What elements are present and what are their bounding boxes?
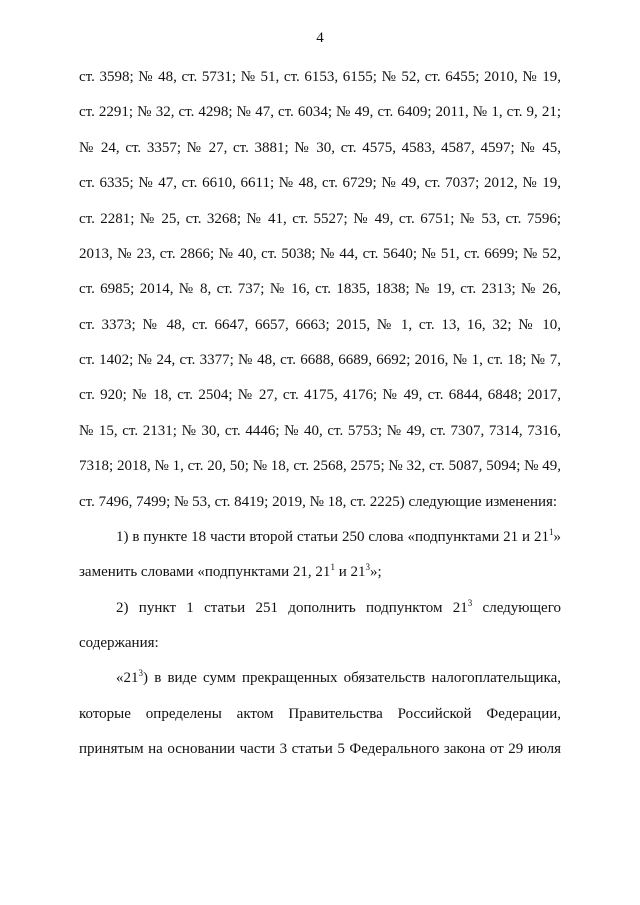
text-line: ст. 3598; № 48, ст. 5731; № 51, ст. 6153, 6155; № 52, ст. 6455; 2010, № 19,	[79, 69, 561, 85]
item2-line2: содержания:	[79, 635, 159, 651]
text-line: ст. 6985; 2014, № 8, ст. 737; № 16, ст. 1835, 1838; № 19, ст. 2313; № 26,	[79, 281, 561, 297]
text-line: ст. 6335; № 47, ст. 6610, 6611; № 48, ст. 6729; № 49, ст. 7037; 2012, № 19,	[79, 175, 561, 191]
text-line: ст. 1402; № 24, ст. 3377; № 48, ст. 6688, 6689, 6692; 2016, № 1, ст. 18; № 7,	[79, 352, 561, 368]
quote-line1: «$21^3$) в виде сумм прекращенных обязательств налогоплательщика,	[116, 668, 561, 686]
text-line: ст. 2291; № 32, ст. 4298; № 47, ст. 6034; № 49, ст. 6409; 2011, № 1, ст. 9, 21;	[79, 104, 561, 120]
text-line: ст. 2281; № 25, ст. 3268; № 41, ст. 5527; № 49, ст. 6751; № 53, ст. 7596;	[79, 211, 561, 227]
text-line: ст. 7496, 7499; № 53, ст. 8419; 2019, № 18, ст. 2225) следующие изменения:	[79, 494, 558, 510]
page-number: 4	[316, 30, 324, 46]
text-line: 2013, № 23, ст. 2866; № 40, ст. 5038; № 44, ст. 5640; № 51, ст. 6699; № 52,	[79, 246, 561, 262]
item1-line1: 1) в пункте 18 части второй статьи 250 слова «подпунктами 21 и $21^1$»	[116, 527, 561, 545]
item2-line1: 2) пункт 1 статьи 251 дополнить подпунктом $21^3$ следующего	[116, 598, 561, 616]
text-line: ст. 920; № 18, ст. 2504; № 27, ст. 4175, 4176; № 49, ст. 6844, 6848; 2017,	[79, 387, 561, 403]
quote-line3: принятым на основании части 3 статьи 5 Федерального закона от 29 июля	[79, 741, 561, 757]
text-line: № 24, ст. 3357; № 27, ст. 3881; № 30, ст. 4575, 4583, 4587, 4597; № 45,	[79, 140, 561, 156]
text-line: № 15, ст. 2131; № 30, ст. 4446; № 40, ст. 5753; № 49, ст. 7307, 7314, 7316,	[79, 423, 561, 439]
text-line: ст. 3373; № 48, ст. 6647, 6657, 6663; 2015, № 1, ст. 13, 16, 32; № 10,	[79, 317, 561, 333]
item1-line2: заменить словами «подпунктами 21, $21^1$ и $21^3$»;	[79, 562, 382, 580]
text-line: 7318; 2018, № 1, ст. 20, 50; № 18, ст. 2568, 2575; № 32, ст. 5087, 5094; № 49,	[79, 458, 561, 474]
quote-line2: которые определены актом Правительства Российской Федерации,	[79, 706, 561, 722]
